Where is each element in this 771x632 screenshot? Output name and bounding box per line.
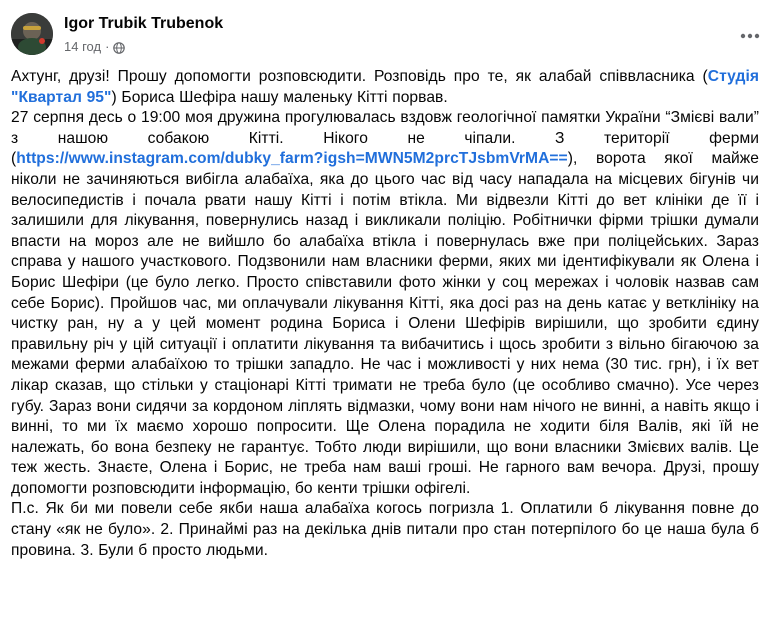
author-name[interactable]: Igor Trubik Trubenok <box>64 15 224 32</box>
avatar-image <box>11 13 53 55</box>
paragraph-1-text-end: ) Бориса Шефіра нашу маленьку Кітті порвав. <box>111 88 448 106</box>
post-header <box>0 0 771 66</box>
post-text <box>11 67 759 561</box>
author-avatar[interactable] <box>11 13 53 55</box>
meta-separator: · <box>105 39 110 54</box>
more-options-icon[interactable] <box>732 18 768 54</box>
post-paragraph-2 <box>11 108 759 499</box>
paragraph-2-text: 27 серпня десь о 19:00 моя дружина прогулювалась вздовж геологічної памятки України “Змієві вали” з нашою собакою Кітті. Нікого не чіпали. З території ферми ( <box>11 109 759 168</box>
post-timestamp[interactable]: 14 год <box>64 39 102 54</box>
post-paragraph-3: П.с. Як би ми повели себе якби наша алабаїха когось погризла 1. Оплатили б лікування повне до стану «як не було». 2. Принаймі раз на декілька днів питали про стан потерпілого бо це наша була б провина. 3. Були б просто людьми. <box>11 500 759 559</box>
paragraph-1-text: Ахтунг, друзі! Прошу допомогти розповсюдити. Розповідь про те, як алабай співвласника ( <box>11 68 708 85</box>
post-meta <box>64 38 125 56</box>
studio-link[interactable]: Студія "Квартал 95" <box>11 68 759 106</box>
post-paragraph-1 <box>11 67 759 108</box>
globe-icon[interactable] <box>113 41 125 53</box>
instagram-link[interactable]: https://www.instagram.com/dubky_farm?igsh=MWN5M2prcTJsbmVrMA== <box>16 150 568 168</box>
paragraph-2-text-end: ), ворота якої майже ніколи не зачиняються вибігла алабаїха, яка до цього час від часу нападала на місцевих бігунів чи велосипедистів і почала рвати нашу Кітті і потім втікла. Ми відвезли Кітті до вет клініки де її і залишили для лікування, повернулись назад і викликали поліцію. Робітнички фірми трішки думали впасти на мороз але не вийшло бо алабаїха втікла і повернулась вже при поліцейських. Зараз справа у нашого участкового. Подзвонили нам власники ферми, яких ми ідентифікували як Олена і Борис Шефіри (це було легко. Просто співставили фото жінки у соц мережах і чоловік назвав сам себе Борис). Пройшов час, ми оплачували лікування Кітті, яка досі раз на день катає у ветклініку на чистку ран, ну а у цей момент родина Бориса і Олени Шефірів вирішили, що зробити єдину правильну річ у цій ситуації і оплатити лікування та вибачитись і щось зробити з вільно бігаючою за межами ферми алабаїхою то трішки западло. Не час і можливості у них нема (30 тис. грн), і їх вет лікар сказав, що стільки у стаціонарі Кітті тримати не треба було (це особливо смачно). Усе через губу. Зараз вони сидячи за кордоном ліплять відмазки, чому вони нам нічого не винні, а навіть якщо і винні, то ми їх маємо хорошо попросити. Ще Олена порадила не ходити біля Валів, які їй не належать, бо вона безпеку не гарантує. Тобто люди вирішили, що вони власники Змієвих валів. Це теж жесть. Знаєте, Олена і Борис, не треба нам ваші гроші. Не гарного вам вечора. Друзі, прошу допомогти розповсюдити інформацію, бо кенти трішки офігелі. <box>11 150 759 497</box>
